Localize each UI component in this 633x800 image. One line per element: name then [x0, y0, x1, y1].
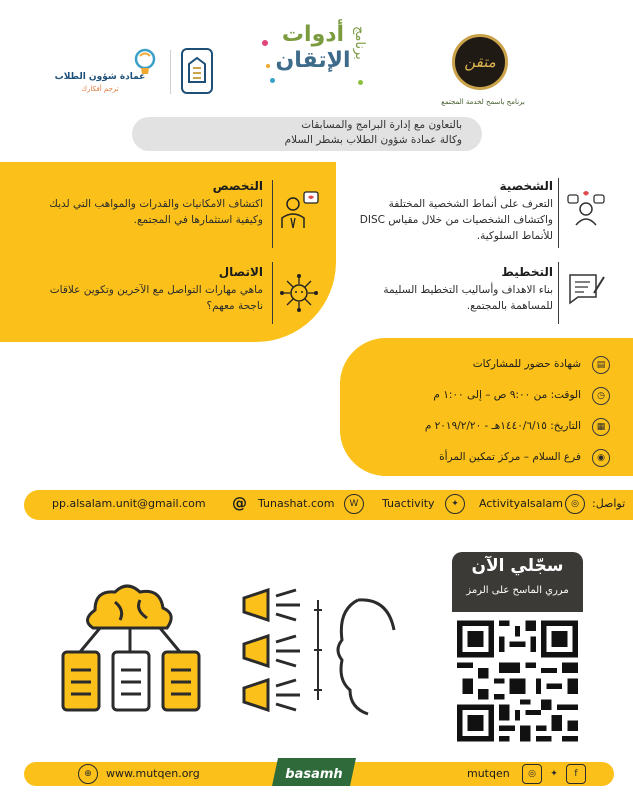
cooperation-line-2: وكالة عمادة شؤون الطلاب بشطر السلام	[284, 134, 462, 146]
globe-icon: ⊕	[78, 764, 98, 784]
specialization-title: التخصص	[212, 179, 263, 193]
twitter-icon[interactable]: ✦	[445, 494, 465, 514]
footer-website-link[interactable]: www.mutqen.org	[106, 767, 200, 780]
divider-line	[272, 180, 273, 248]
clock-icon: ◷	[592, 387, 610, 405]
basamh-logo	[270, 752, 360, 792]
facebook-icon[interactable]: f	[566, 764, 586, 784]
time-text: الوقت: من ٩:٠٠ ص – إلى ١:٠٠ م	[433, 389, 581, 401]
title-line-2: الإتقان	[275, 48, 351, 73]
communication-title: الاتصال	[218, 265, 263, 279]
divider-line	[558, 178, 559, 248]
brain-network-illustration	[55, 580, 210, 720]
planning-text: بناء الاهداف وأساليب التخطيط السليمة للمساهمة بالمجتمع.	[383, 284, 553, 312]
qr-code[interactable]	[452, 614, 583, 748]
decor-dot	[358, 80, 363, 85]
specialization-icon	[278, 188, 320, 230]
program-label: برنامج	[352, 26, 367, 60]
certificate-icon: ▤	[592, 356, 610, 374]
divider-line	[558, 262, 559, 324]
mutqen-logo	[452, 34, 508, 90]
location-pin-icon: ◉	[592, 449, 610, 467]
website-icon[interactable]: W	[344, 494, 364, 514]
title-line-1: أدوات	[281, 22, 345, 47]
footer-handle[interactable]: mutqen	[467, 767, 510, 780]
personality-icon	[565, 186, 607, 228]
decor-dot	[266, 64, 270, 68]
website-link[interactable]: Tunashat.com	[258, 497, 335, 510]
personality-title: الشخصية	[499, 179, 553, 193]
megaphones-illustration	[238, 580, 398, 720]
twitter-handle[interactable]: Tuactivity	[382, 497, 435, 510]
divider-line	[272, 262, 273, 324]
instagram-icon[interactable]: ◎	[522, 764, 542, 784]
program-title	[258, 22, 368, 74]
register-subtitle: مرري الماسح على الرمز	[466, 585, 569, 596]
planning-icon	[565, 266, 607, 308]
snapchat-icon[interactable]: ◎	[565, 494, 585, 514]
decor-dot	[270, 78, 275, 83]
email-at-icon: @	[232, 494, 247, 512]
decor-dot	[262, 40, 268, 46]
date-text: التاريخ: ١٤٤٠/٦/١٥هـ - ٢٠١٩/٢/٢٠ م	[424, 420, 581, 432]
location-text: فرع السلام – مركز تمكين المرأة	[439, 451, 581, 463]
logo-divider	[170, 50, 171, 94]
calendar-icon: ▦	[592, 418, 610, 436]
certificate-text: شهادة حضور للمشاركات	[472, 358, 581, 370]
contact-label: تواصل:	[592, 497, 626, 510]
communication-icon	[278, 272, 320, 314]
specialization-text: اكتشاف الامكانيات والقدرات والمواهب التي لديك وكيفية استثمارها في المجتمع.	[49, 198, 263, 226]
snapchat-handle[interactable]: Activityalsalam	[479, 497, 563, 510]
logo-caption: برنامج باسمح لخدمة المجتمع	[441, 98, 525, 106]
student-affairs-name: عمادة شؤون الطلاب	[54, 72, 146, 82]
university-emblem-icon	[186, 56, 208, 86]
twitter-icon-footer[interactable]: ✦	[550, 769, 558, 779]
mutqen-logo-text: متقن	[464, 53, 496, 71]
basamh-logo-text: basamh	[285, 767, 343, 782]
personality-text: التعرف على أنماط الشخصية المختلفة واكتشاف الشخصيات من خلال مقياس DISC للأنماط السلوكية.	[359, 198, 553, 242]
cooperation-line-1: بالتعاون مع إدارة البرامج والمسابقات	[301, 119, 462, 131]
email-link[interactable]: pp.alsalam.unit@gmail.com	[52, 497, 206, 510]
register-title: سجّلي الآن	[471, 556, 564, 576]
student-affairs-slogan: ترجم أفكارك	[81, 85, 119, 93]
planning-title: التخطيط	[501, 265, 553, 279]
communication-text: ماهي مهارات التواصل مع الآخرين وتكوين علاقات ناجحة معهم؟	[49, 284, 263, 312]
university-logo	[181, 48, 213, 94]
